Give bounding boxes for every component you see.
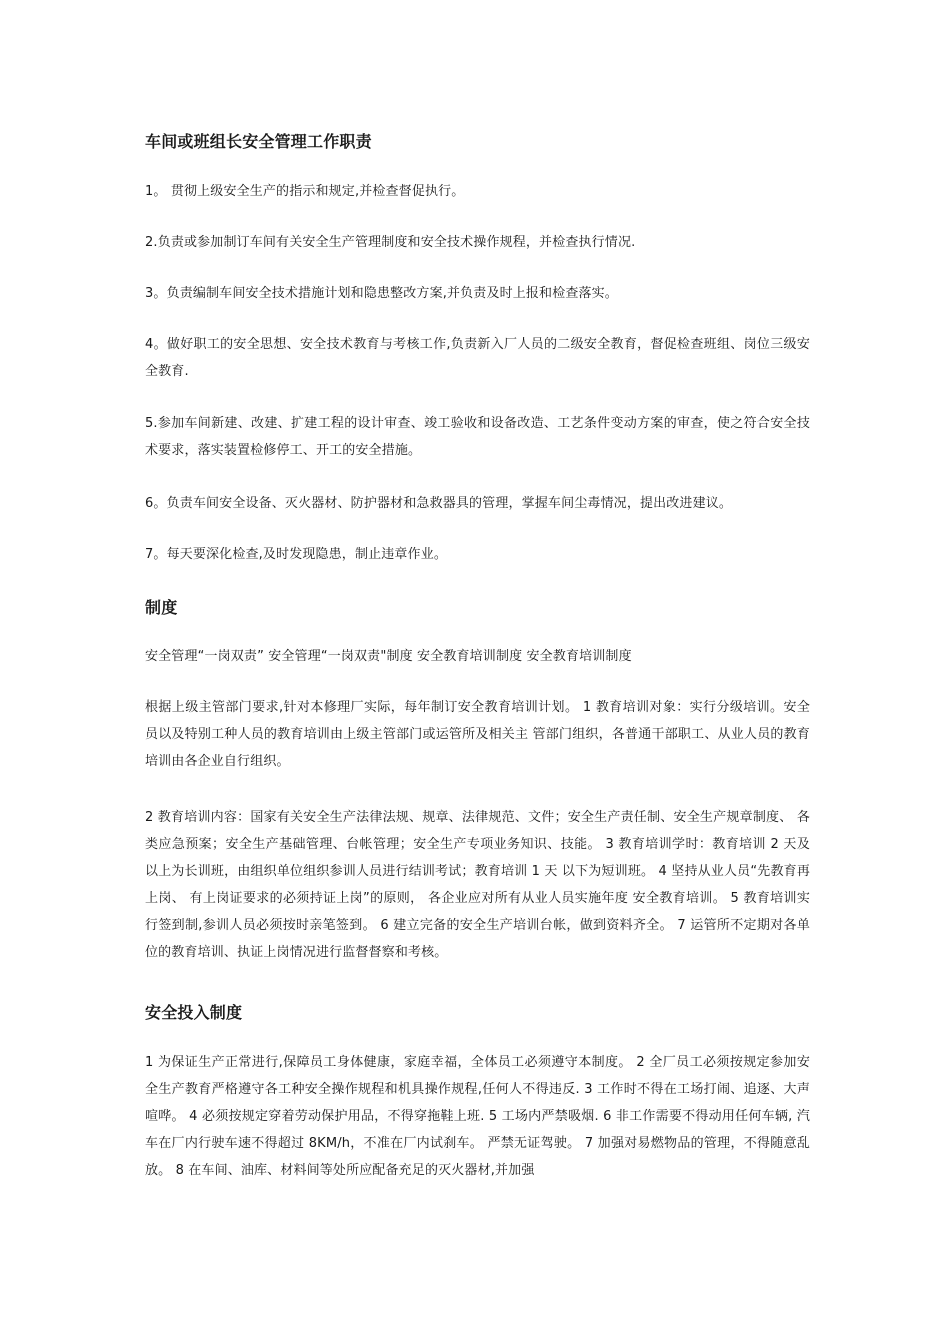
section1-item-6: 6。负责车间安全设备、灭火器材、防护器材和急救器具的管理，掌握车间尘毒情况，提出改进建议。 [145, 496, 733, 511]
section1-item-3: 3。负责编制车间安全技术措施计划和隐患整改方案,并负责及时上报和检查落实。 [145, 286, 618, 301]
section1-item-5: 5.参加车间新建、改建、扩建工程的设计审查、竣工验收和设备改造、工艺条件变动方案的审查，使之符合安全技术要求，落实装置检修停工、开工的安全措施。 [145, 416, 810, 458]
section1-item-4: 4。做好职工的安全思想、安全技术教育与考核工作,负责新入厂人员的二级安全教育，督促检查班组、岗位三级安全教育. [145, 337, 810, 379]
section1-item-1: 1。 贯彻上级安全生产的指示和规定,并检查督促执行。 [145, 184, 465, 199]
section2-paragraph-2: 2 教育培训内容：国家有关安全生产法律法规、规章、法律规范、文件；安全生产责任制、安全生产规章制度、 各类应急预案；安全生产基础管理、台帐管理；安全生产专项业务知识、技能。 3 教育培训学时：教育培训 2 天及以上为长训班，由组织单位组织参训人员进行结训考试；教育培训 1 天 以下为短训班。 4 坚持从业人员“先教育再上岗、 有上岗证要求的必须持证上岗”的原则， 各企业应对所有从业人员实施年度 安全教育培训。 5 教育培训实行签到制,参训人员必须按时亲笔签到。 6 建立完备的安全生产培训台帐，做到资料齐全。 7 运管所不定期对各单位的教育培训、执证上岗情况进行监督督察和考核。 [145, 810, 810, 960]
section3-title: 安全投入制度 [145, 1003, 243, 1022]
section2-title: 制度 [145, 598, 178, 617]
section2-paragraph-1: 根据上级主管部门要求,针对本修理厂实际，每年制订安全教育培训计划。 1 教育培训对象：实行分级培训。安全员以及特别工种人员的教育培训由上级主管部门或运管所及相关主 管部门组织，各普通干部职工、从业人员的教育培训由各企业自行组织。 [145, 700, 810, 769]
section3-paragraph-1: 1 为保证生产正常进行,保障员工身体健康，家庭幸福，全体员工必须遵守本制度。 2 全厂员工必须按规定参加安全生产教育严格遵守各工种安全操作规程和机具操作规程,任何人不得违反. 3 工作时不得在工场打闹、追逐、大声喧哗。 4 必须按规定穿着劳动保护用品，不得穿拖鞋上班. 5 工场内严禁吸烟. 6 非工作需要不得动用任何车辆, 汽车在厂内行驶车速不得超过 8KM/h，不准在厂内试刹车。 严禁无证驾驶。 7 加强对易燃物品的管理，不得随意乱放。 8 在车间、油库、材料间等处所应配备充足的灭火器材,并加强 [145, 1055, 810, 1178]
section1-title: 车间或班组长安全管理工作职责 [145, 132, 372, 151]
section2-subtitle-line: 安全管理“一岗双责” 安全管理“一岗双责"制度 安全教育培训制度 安全教育培训制度 [145, 649, 632, 664]
section1-item-7: 7。每天要深化检查,及时发现隐患，制止违章作业。 [145, 547, 448, 562]
section1-item-2: 2.负责或参加制订车间有关安全生产管理制度和安全技术操作规程，并检查执行情况. [145, 235, 636, 250]
